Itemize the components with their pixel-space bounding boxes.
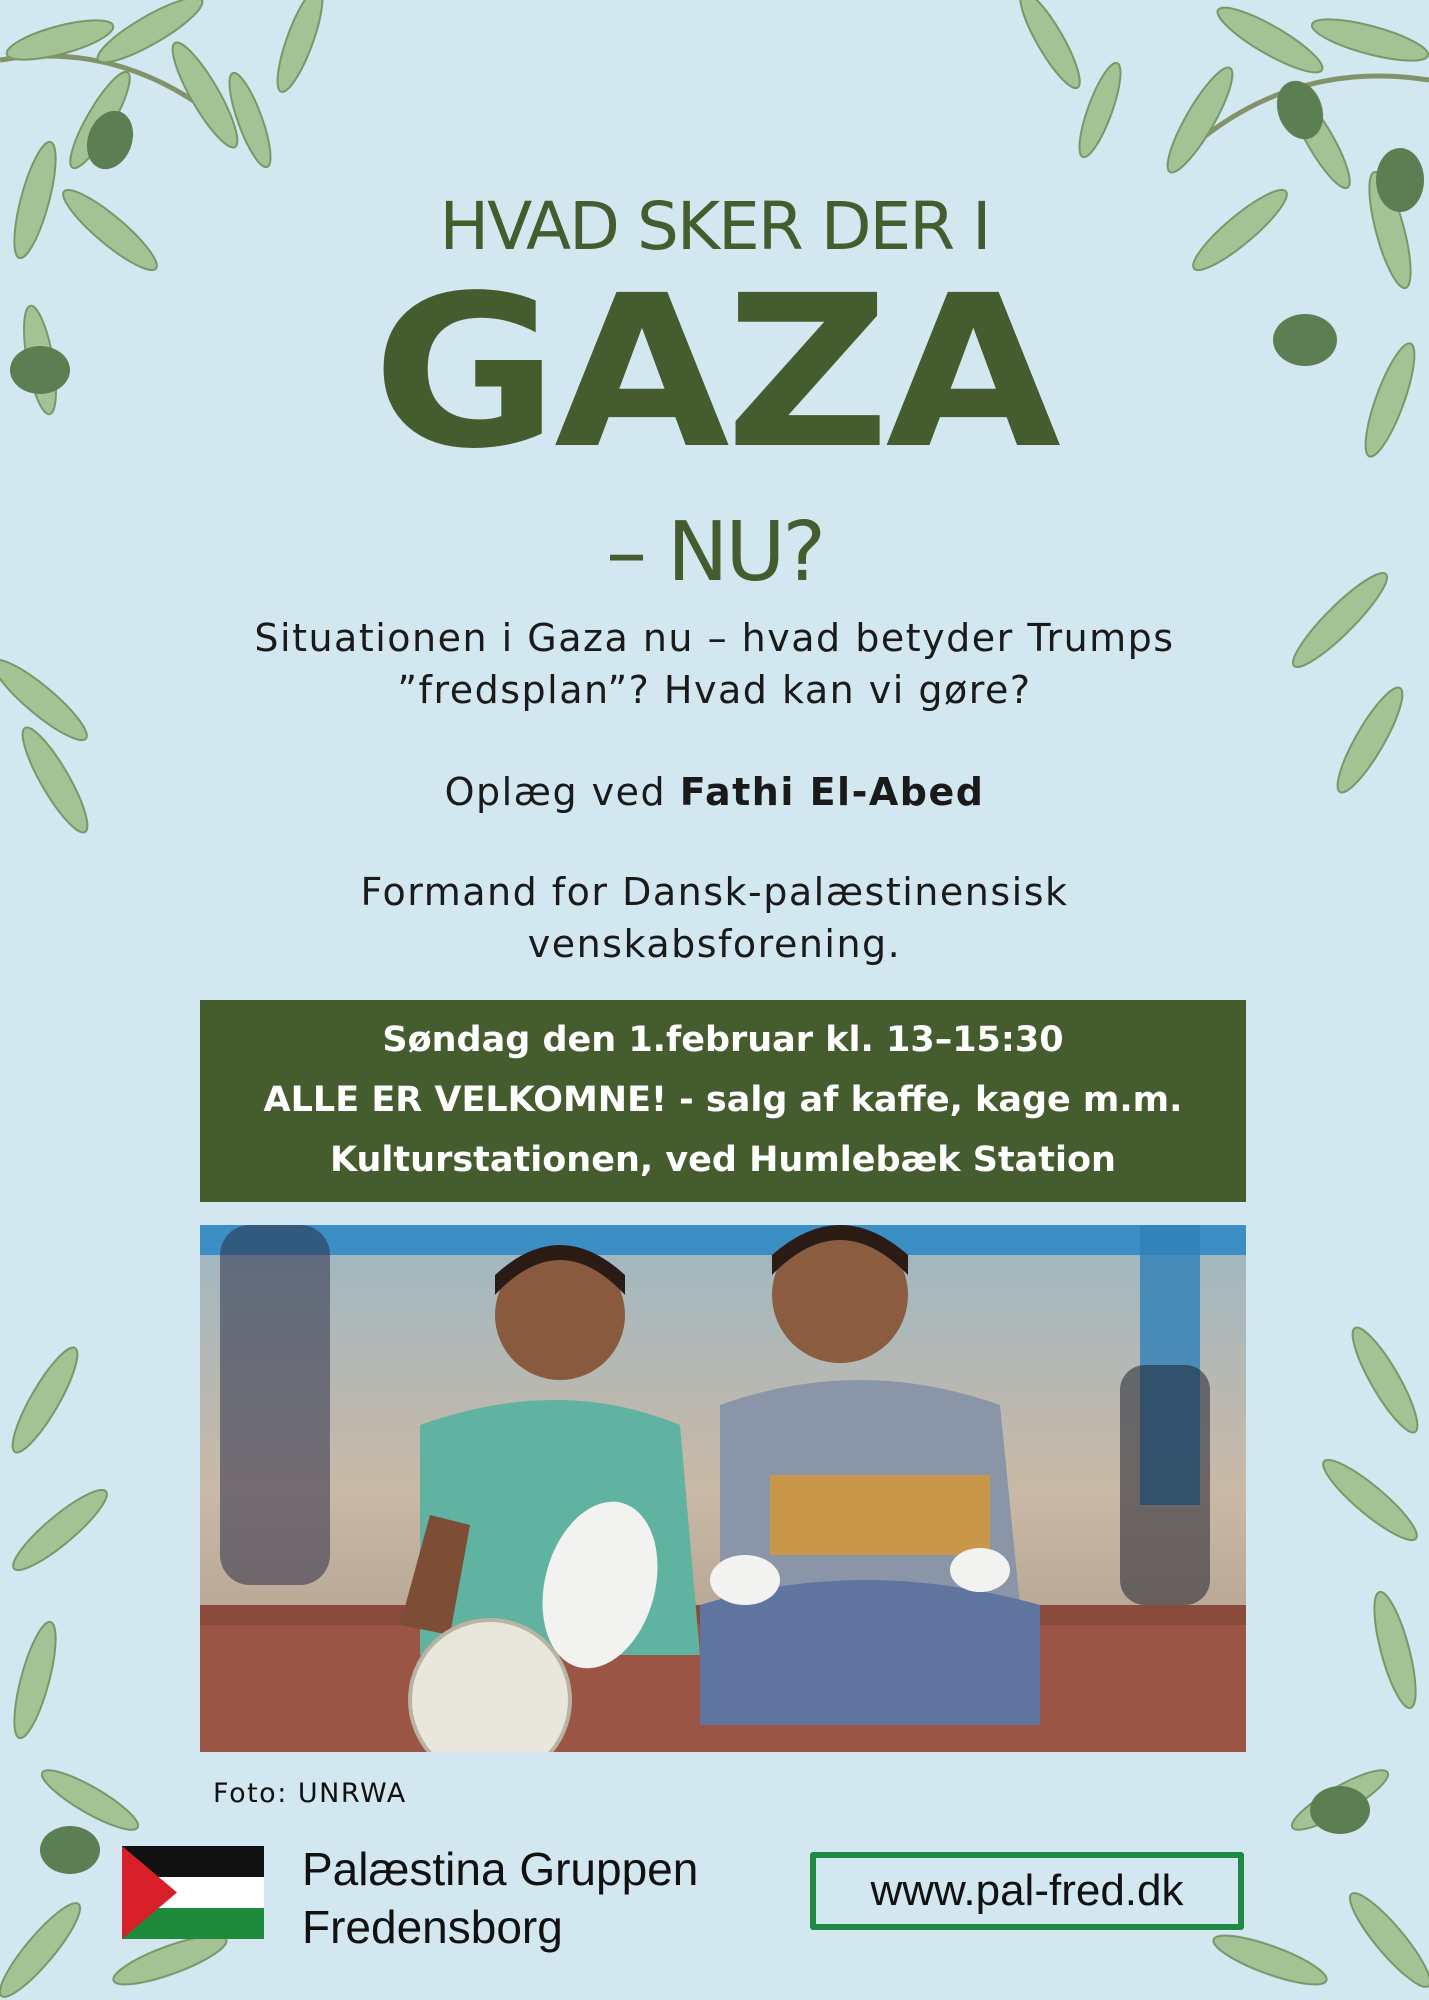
palestine-flag-icon	[122, 1846, 264, 1939]
event-info-band	[200, 1000, 1246, 1202]
speaker-name: Fathi El-Abed	[679, 770, 985, 814]
speaker-prefix: Oplæg ved	[444, 770, 680, 814]
intro-line-1: Situationen i Gaza nu – hvad betyder Trumps	[254, 616, 1175, 660]
speaker-line	[0, 766, 1429, 818]
intro-line-2: ”fredsplan”? Hvad kan vi gøre?	[397, 668, 1032, 712]
role-line-1: Formand for Dansk-palæstinensisk	[360, 870, 1069, 914]
poster-headline: GAZA	[372, 250, 1057, 495]
event-photo	[200, 1225, 1246, 1752]
poster-kicker: HVAD SKER DER I	[439, 188, 990, 265]
speaker-role	[0, 866, 1429, 970]
org-line-1: Palæstina Gruppen	[302, 1843, 699, 1895]
poster-subhead: – NU?	[606, 505, 823, 600]
org-line-2: Fredensborg	[302, 1901, 563, 1953]
organization-name	[302, 1840, 698, 1956]
event-location: Kulturstationen, ved Humlebæk Station	[330, 1140, 1116, 1180]
role-line-2: venskabsforening.	[527, 922, 902, 966]
photo-illustration	[200, 1225, 1246, 1752]
website-link[interactable]: www.pal-fred.dk	[810, 1852, 1244, 1930]
photo-credit: Foto: UNRWA	[213, 1778, 407, 1809]
event-welcome: ALLE ER VELKOMNE! - salg af kaffe, kage m.m.	[263, 1080, 1183, 1120]
intro-text	[0, 612, 1429, 716]
event-date-time: Søndag den 1.februar kl. 13–15:30	[382, 1020, 1064, 1060]
